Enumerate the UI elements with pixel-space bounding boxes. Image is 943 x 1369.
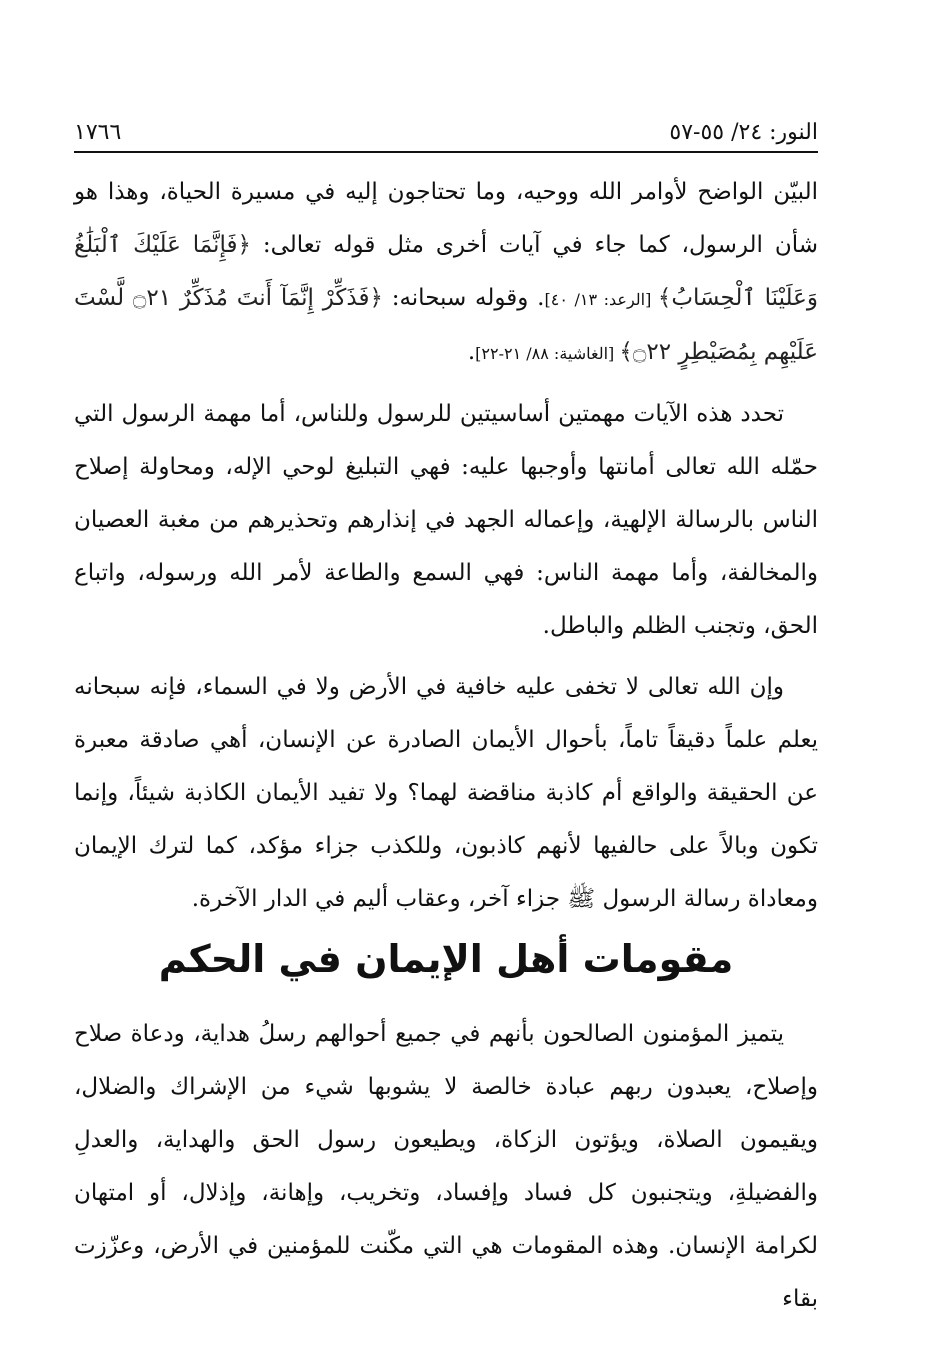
paragraph-1-text-mid: . وقوله سبحانه: [382,285,545,311]
verse-reference-1: [الرعد: ١٣/ ٤٠] [544,290,658,309]
paragraph-2: تحدد هذه الآيات مهمتين أساسيتين للرسول وللناس، أما مهمة الرسول التي حمّله الله تعالى أمانتها وأوجبها عليه: فهي التبليغ لوحي الإله، ومحاولة إصلاح الناس بالرسالة الإلهية، وإعماله الجهد في إنذارهم وتحذيرهم من مغبة العصيان والمخالفة، وأما مهمة الناس: فهي السمع والطاعة لأمر الله ورسوله، واتباع الحق، وتجنب الظلم والباطل. [74,401,818,639]
page-number: ١٧٦٦ [74,119,122,145]
quran-verse-2: ﴿فَذَكِّرْ إِنَّمَآ أَنتَ مُذَكِّرٌ ۝٢١ لَّسْتَ عَلَيْهِم بِمُصَيْطِرٍ ۝٢٢﴾ [74,285,818,365]
section-heading: مقومات أهل الإيمان في الحكم [158,937,734,981]
quran-verse-1: ﴿فَإِنَّمَا عَلَيْكَ ٱلْبَلَٰغُ وَعَلَيْنَا ٱلْحِسَابُ﴾ [74,232,818,311]
verse-reference-2: [الغاشية: ٨٨/ ٢١-٢٢] [475,344,620,363]
header-divider [74,151,818,153]
paragraph-3: وإن الله تعالى لا تخفى عليه خافية في الأرض ولا في السماء، فإنه سبحانه يعلم علماً دقيقاً تاماً، بأحوال الأيمان الصادرة عن الإنسان، أهي صادقة معبرة عن الحقيقة والواقع أم كاذبة مناقضة لهما؟ ولا تفيد الأيمان الكاذبة شيئاً، وإنما تكون وبالاً على حالفيها لأنهم كاذبون، وللكذب جزاء مؤكد، كما لترك الإيمان ومعاداة رسالة الرسول ﷺ جزاء آخر، وعقاب أليم في الدار الآخرة. [74,674,818,912]
paragraph-1 [74,166,818,380]
paragraph-1-text-before: البيّن الواضح لأوامر الله ووحيه، وما تحتاجون إليه في مسيرة الحياة، وهذا هو شأن الرسول، كما جاء في آيات أخرى مثل قوله تعالى: [74,179,819,258]
page-header [74,112,818,152]
running-header-chapter-ref: النور: ٢٤/ ٥٥-٥٧ [669,119,818,145]
main-text-block [74,166,818,926]
paragraph-1-text-after: . [467,339,476,365]
section-text-block [74,1008,818,1326]
section-paragraph: يتميز المؤمنون الصالحون بأنهم في جميع أحوالهم رسلُ هداية، ودعاة صلاح وإصلاح، يعبدون ربهم عبادة خالصة لا يشوبها شيء من الإشراك والضلال، ويقيمون الصلاة، ويؤتون الزكاة، ويطيعون رسول الحق والهداية، والعدلِ والفضيلةِ، ويتجنبون كل فساد وإفساد، وتخريب، وإهانة، وإذلال، أو امتهان لكرامة الإنسان. وهذه المقومات هي التي مكّنت للمؤمنين في الأرض، وعزّزت بقاء [74,1021,818,1312]
